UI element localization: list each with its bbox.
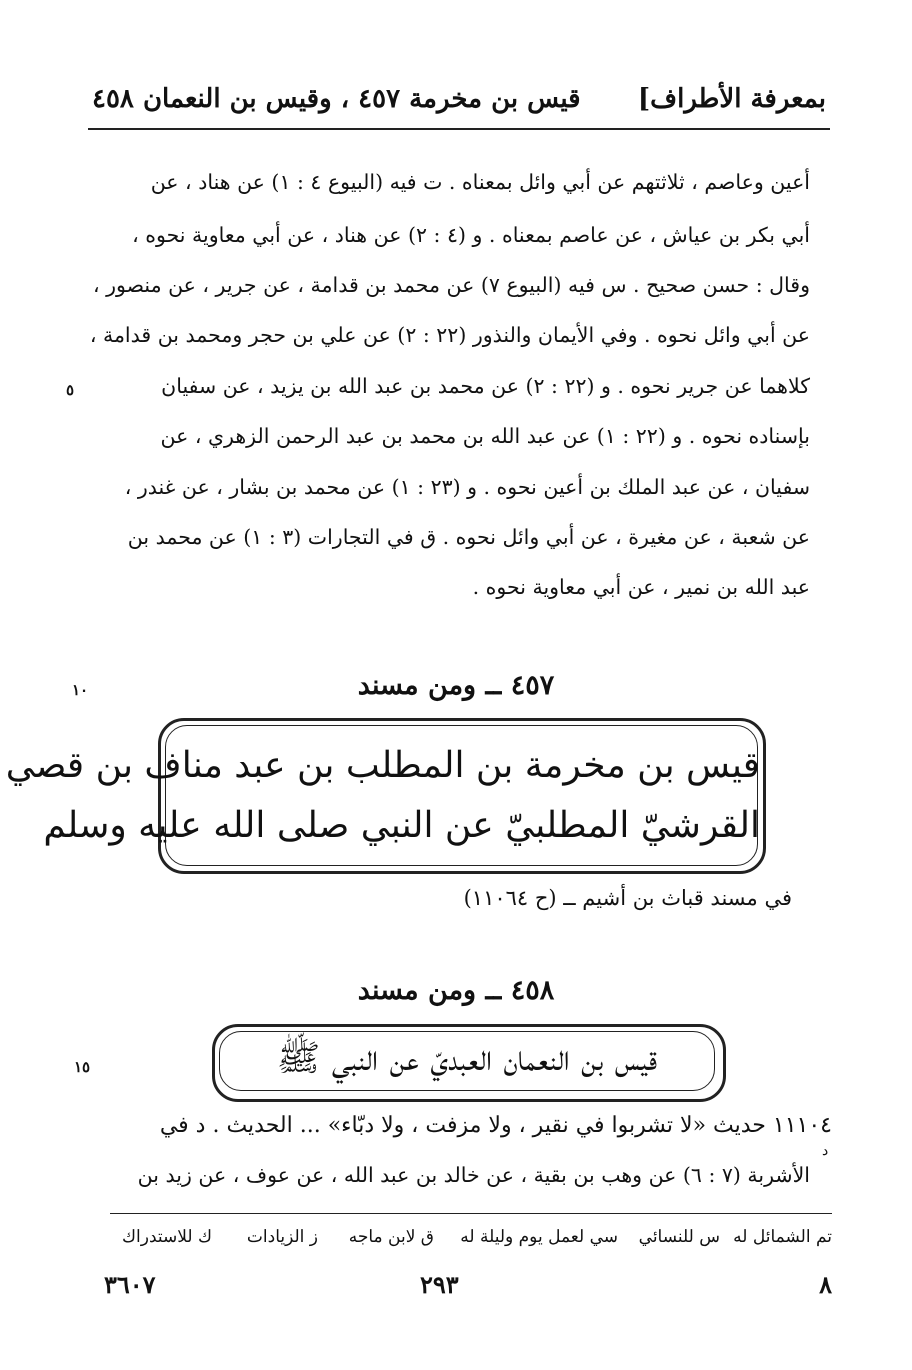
line-number-5: ٥ — [66, 381, 75, 399]
body-line: كلاهما عن جرير نحوه . و (٢٢ : ٢) عن محمد بن عبد الله بن يزيد ، عن سفيان — [161, 374, 810, 398]
hadith-11104-line2: الأشربة (٧ : ٦) عن وهب بن بقية ، عن خالد بن عبد الله ، عن عوف ، عن زيد بن — [137, 1163, 810, 1187]
body-line: عن أبي وائل نحوه . وفي الأيمان والنذور (٢٢ : ٢) عن علي بن حجر ومحمد بن قدامة ، — [89, 323, 810, 347]
body-line: أبي بكر بن عياش ، عن عاصم بمعناه . و (٤ : ٢) عن هناد ، عن أبي معاوية نحوه ، — [132, 223, 810, 247]
section-457-heading: ٤٥٧ ــ ومن مسند — [357, 670, 555, 701]
page-number-center: ٢٩٣ — [420, 1270, 459, 1299]
footer-abbr-q: ق لابن ماجه — [348, 1227, 434, 1247]
line-number-10: ١٠ — [72, 681, 89, 699]
section-458-name: قيس بن النعمان العبديّ عن النبي ﷺ — [276, 1038, 658, 1079]
line-number-15: ١٥ — [74, 1058, 91, 1076]
hadith-11104-line1: ١١١٠٤ حديث «لا تشربوا في نقير ، ولا مزفت ، ولا دبّاء» ... الحديث . د في — [159, 1113, 832, 1138]
body-line: عن شعبة ، عن مغيرة ، عن أبي وائل نحوه . ق في التجارات (٣ : ١) عن محمد بن — [127, 525, 810, 549]
body-line: سفيان ، عن عبد الملك بن أعين نحوه . و (٢٣ : ١) عن محمد بن بشار ، عن غندر ، — [124, 475, 810, 499]
body-line: وقال : حسن صحيح . س فيه (البيوع ٧) عن محمد بن قدامة ، عن جرير ، عن منصور ، — [92, 273, 810, 297]
section-458-heading: ٤٥٨ ــ ومن مسند — [357, 975, 555, 1006]
footer-rule — [110, 1213, 832, 1214]
footer-abbr-z: ز الزيادات — [246, 1227, 318, 1247]
header-book-section: بمعرفة الأطراف] — [637, 84, 826, 114]
header-rule — [88, 128, 830, 130]
footer-abbr-si: سي لعمل يوم وليلة له — [460, 1227, 618, 1247]
section-457-name-line1: قيس بن مخرمة بن المطلب بن عبد مناف بن قصي — [5, 745, 760, 786]
header-running-title: قيس بن مخرمة ٤٥٧ ، وقيس بن النعمان ٤٥٨ — [92, 84, 581, 114]
footer-abbr-k: ك للاستدراك — [122, 1227, 212, 1247]
body-line: أعين وعاصم ، ثلاثتهم عن أبي وائل بمعناه . ت فيه (البيوع ٤ : ١) عن هناد ، عن — [150, 170, 810, 194]
section-457-name-line2: القرشيّ المطلبيّ عن النبي صلى الله عليه وسلم — [43, 805, 760, 846]
margin-sigla: د — [822, 1143, 829, 1159]
section-457-cross-reference: في مسند قباث بن أشيم ــ (ح ١١٠٦٤) — [463, 886, 792, 910]
page-number-right: ٨ — [819, 1270, 832, 1299]
page-number-left: ٣٦٠٧ — [104, 1270, 156, 1299]
footer-abbr-s: س للنسائي — [638, 1227, 720, 1247]
body-line: عبد الله بن نمير ، عن أبي معاوية نحوه . — [472, 575, 810, 599]
body-line: بإسناده نحوه . و (٢٢ : ١) عن عبد الله بن محمد بن عبد الرحمن الزهري ، عن — [160, 424, 810, 448]
footer-abbr-tm: تم الشمائل له — [733, 1227, 832, 1247]
